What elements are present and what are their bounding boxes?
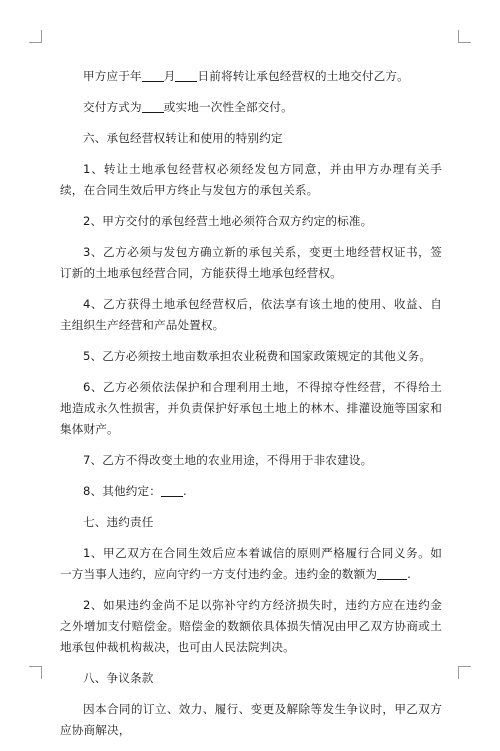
paragraph-clause-2: 2、甲方交付的承包经营土地必须符合双方约定的标准。 [83, 214, 373, 228]
paragraph-delivery-method [60, 97, 442, 118]
paragraph-liability-2: 2、如果违约金尚不足以弥补守约方经济损失时，违约方应在违约金之外增加支付赔偿金。赔偿金的数额依具体损失情况由甲乙双方协商或土地承包仲裁机构裁决，也可由人民法院判决。 [60, 598, 442, 654]
section-heading-liability: 七、违约责任 [83, 515, 154, 529]
crop-mark-bottom-left [29, 666, 42, 679]
crop-mark-top-left [29, 30, 42, 43]
paragraph-clause-7: 7、乙方不得改变土地的农业用途，不得用于非农建设。 [83, 453, 373, 467]
fill-blank [161, 484, 183, 497]
paragraph-clause-1: 1、转让土地承包经营权必须经发包方同意，并由甲方办理有关手续，在合同生效后甲方终止与发包方的承包关系。 [60, 162, 442, 197]
text-segment: 甲方应于年 [83, 69, 142, 83]
paragraph-dispute-1: 因本合同的订立、效力、履行、变更及解除等发生争议时，甲乙双方应协商解决， [60, 702, 442, 737]
text-segment: . [407, 567, 411, 581]
crop-mark-top-right [458, 30, 471, 43]
paragraph-clause-8 [60, 481, 442, 502]
paragraph-clause-5: 5、乙方必须按土地亩数承担农业税费和国家政策规定的其他义务。 [83, 349, 432, 363]
text-segment: . [183, 484, 187, 498]
fill-blank [377, 567, 407, 580]
fill-blank [142, 100, 164, 113]
text-segment: 日前将转让承包经营权的土地交付乙方。 [197, 69, 409, 83]
fill-blank [142, 69, 164, 82]
paragraph-liability-1 [60, 543, 442, 585]
text-segment: 月 [163, 69, 176, 83]
paragraph-clause-3: 3、乙方必须与发包方确立新的承包关系，变更土地经营权证书，签订新的土地承包经营合同，方能获得土地承包经营权。 [60, 245, 442, 280]
fill-blank [175, 69, 197, 82]
paragraph-clause-4: 4、乙方获得土地承包经营权后，依法享有该土地的使用、收益、自主组织生产经营和产品处置权。 [60, 297, 442, 332]
text-segment: 交付方式为 [83, 100, 142, 114]
paragraph-clause-6: 6、乙方必须依法保护和合理利用土地，不得掠夺性经营，不得给土地造成永久性损害，并负责保护好承包土地上的林木、排灌设施等国家和集体财产。 [60, 380, 442, 436]
text-segment: 1、甲乙双方在合同生效后应本着诚信的原则严格履行合同义务。如一方当事人违约，应向守约一方支付违约金。违约金的数额为 [60, 546, 442, 581]
section-heading-dispute: 八、争议条款 [83, 671, 154, 685]
section-heading-special-terms: 六、承包经营权转让和使用的特别约定 [83, 131, 283, 145]
document-body [60, 66, 442, 751]
paragraph-delivery-date [60, 66, 442, 87]
crop-mark-bottom-right [458, 666, 471, 679]
text-segment: 或实地一次性全部交付。 [163, 100, 293, 114]
text-segment: 8、其他约定： [83, 484, 161, 498]
